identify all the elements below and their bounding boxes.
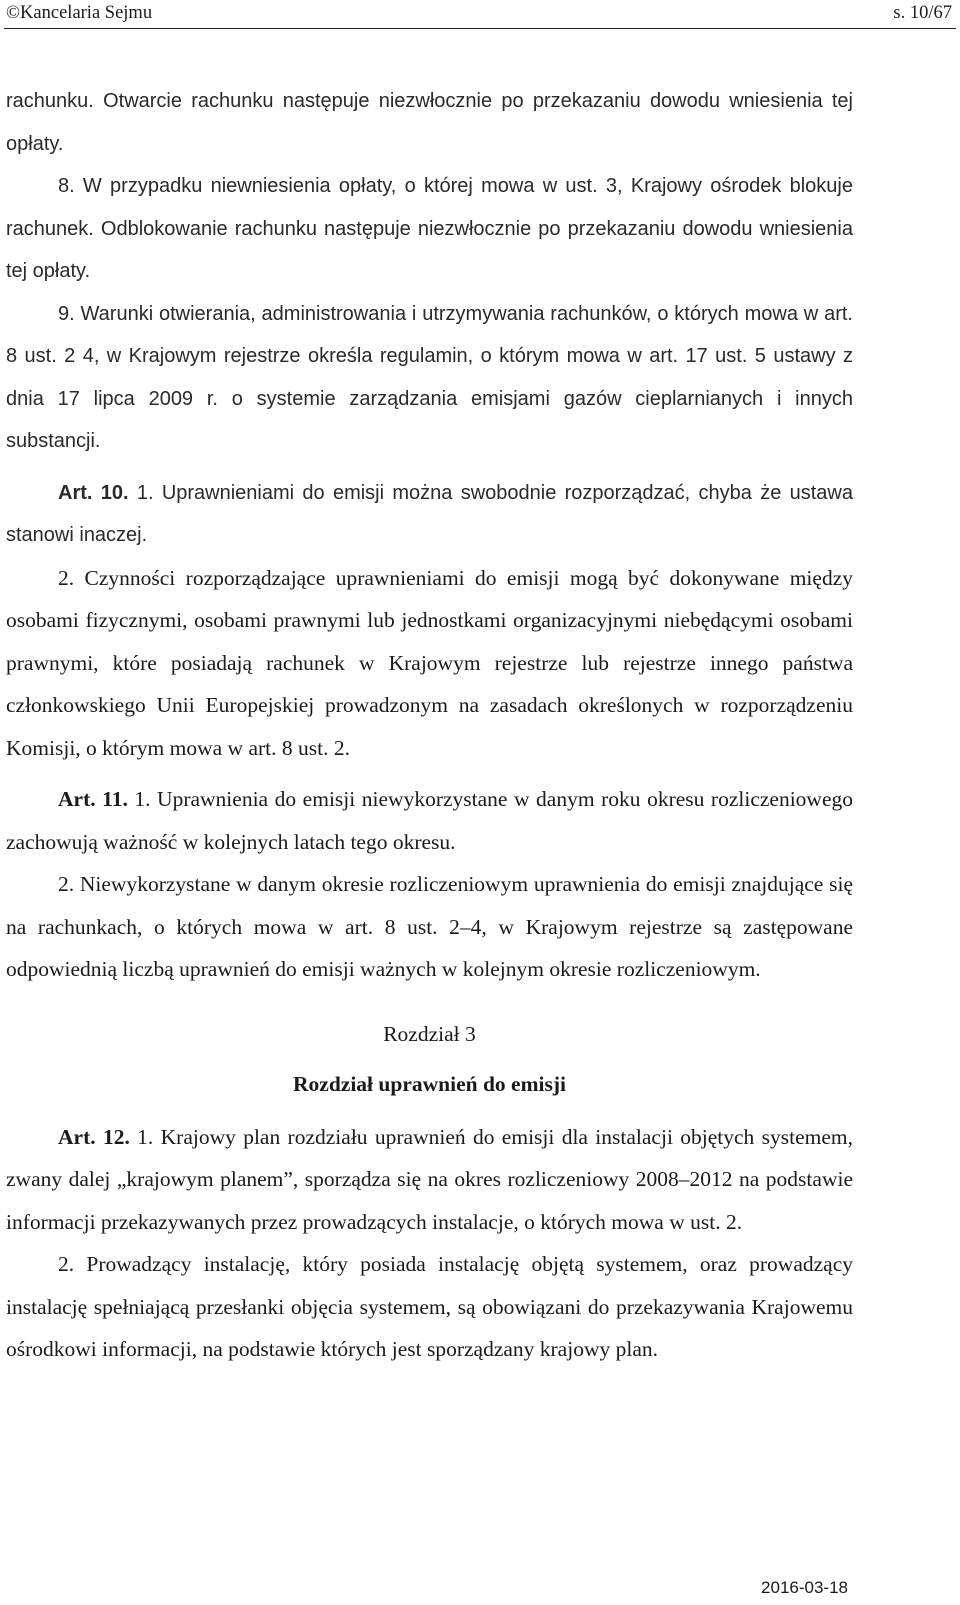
article-12-ust-1: Art. 12. 1. Krajowy plan rozdziału uprawnień do emisji dla instalacji objętych systemem, zwany dalej „krajowym planem”, sporządza się na okres rozliczeniowy 2008–2012 na podstawie informacji przekazywanych przez prowadzących instalacje, o których mowa w ust. 2. <box>6 1124 853 1234</box>
page-header <box>0 0 960 30</box>
paragraph-ust-9: 9. Warunki otwierania, administrowania i utrzymywania rachunków, o których mowa w art. 8 ust. 2 4, w Krajowym rejestrze określa regulamin, o którym mowa w art. 17 ust. 5 ustawy z dnia 17 lipca 2009 r. o systemie zarządzania emisjami gazów cieplarnianych i innych substancji. <box>6 302 853 452</box>
article-10-label: Art. 10. <box>58 481 129 504</box>
article-11-ust-1: Art. 11. 1. Uprawnienia do emisji niewykorzystane w danym roku okresu rozliczeniowego zachowują ważność w kolejnych latach tego okresu. <box>6 787 853 854</box>
article-10-ust-1: Art. 10. 1. Uprawnieniami do emisji można swobodnie rozporządzać, chyba że ustawa stanowi inaczej. <box>6 481 853 546</box>
document-date: 2016-03-18 <box>761 1578 848 1597</box>
page-number: s. 10/67 <box>893 3 952 23</box>
document-body <box>6 80 853 1371</box>
paragraph-continuation: rachunku. Otwarcie rachunku następuje niezwłocznie po przekazaniu dowodu wniesienia tej opłaty. <box>6 90 853 155</box>
publisher-label: ©Kancelaria Sejmu <box>6 3 153 23</box>
header-divider <box>4 28 956 29</box>
article-12-label: Art. 12. <box>58 1124 130 1149</box>
article-11-ust-2: 2. Niewykorzystane w danym okresie rozliczeniowym uprawnienia do emisji znajdujące się na rachunkach, o których mowa w art. 8 ust. 2–4, w Krajowym rejestrze są zastępowane odpowiednią liczbą uprawnień do emisji ważnych w kolejnym okresie rozliczeniowym. <box>6 872 853 981</box>
article-11-label: Art. 11. <box>58 787 128 811</box>
article-12-ust-2: 2. Prowadzący instalację, który posiada instalację objętą systemem, oraz prowadzący instalację spełniającą przesłanki objęcia systemem, są obowiązani do przekazywania Krajowemu ośrodkowi informacji, na podstawie których jest sporządzany krajowy plan. <box>6 1252 853 1361</box>
chapter-number: Rozdział 3 <box>383 1021 476 1046</box>
chapter-title: Rozdział uprawnień do emisji <box>293 1072 566 1096</box>
paragraph-ust-8: 8. W przypadku niewniesienia opłaty, o której mowa w ust. 3, Krajowy ośrodek blokuje rachunek. Odblokowanie rachunku następuje niezwłocznie po przekazaniu dowodu wniesienia tej opłaty. <box>6 175 853 282</box>
article-10-ust-2: 2. Czynności rozporządzające uprawnieniami do emisji mogą być dokonywane między osobami fizycznymi, osobami prawnymi lub jednostkami organizacyjnymi niebędącymi osobami prawnymi, które posiadają rachunek w Krajowym rejestrze lub rejestrze innego państwa członkowskiego Unii Europejskiej prowadzonym na zasadach określonych w rozporządzeniu Komisji, o którym mowa w art. 8 ust. 2. <box>6 565 853 760</box>
